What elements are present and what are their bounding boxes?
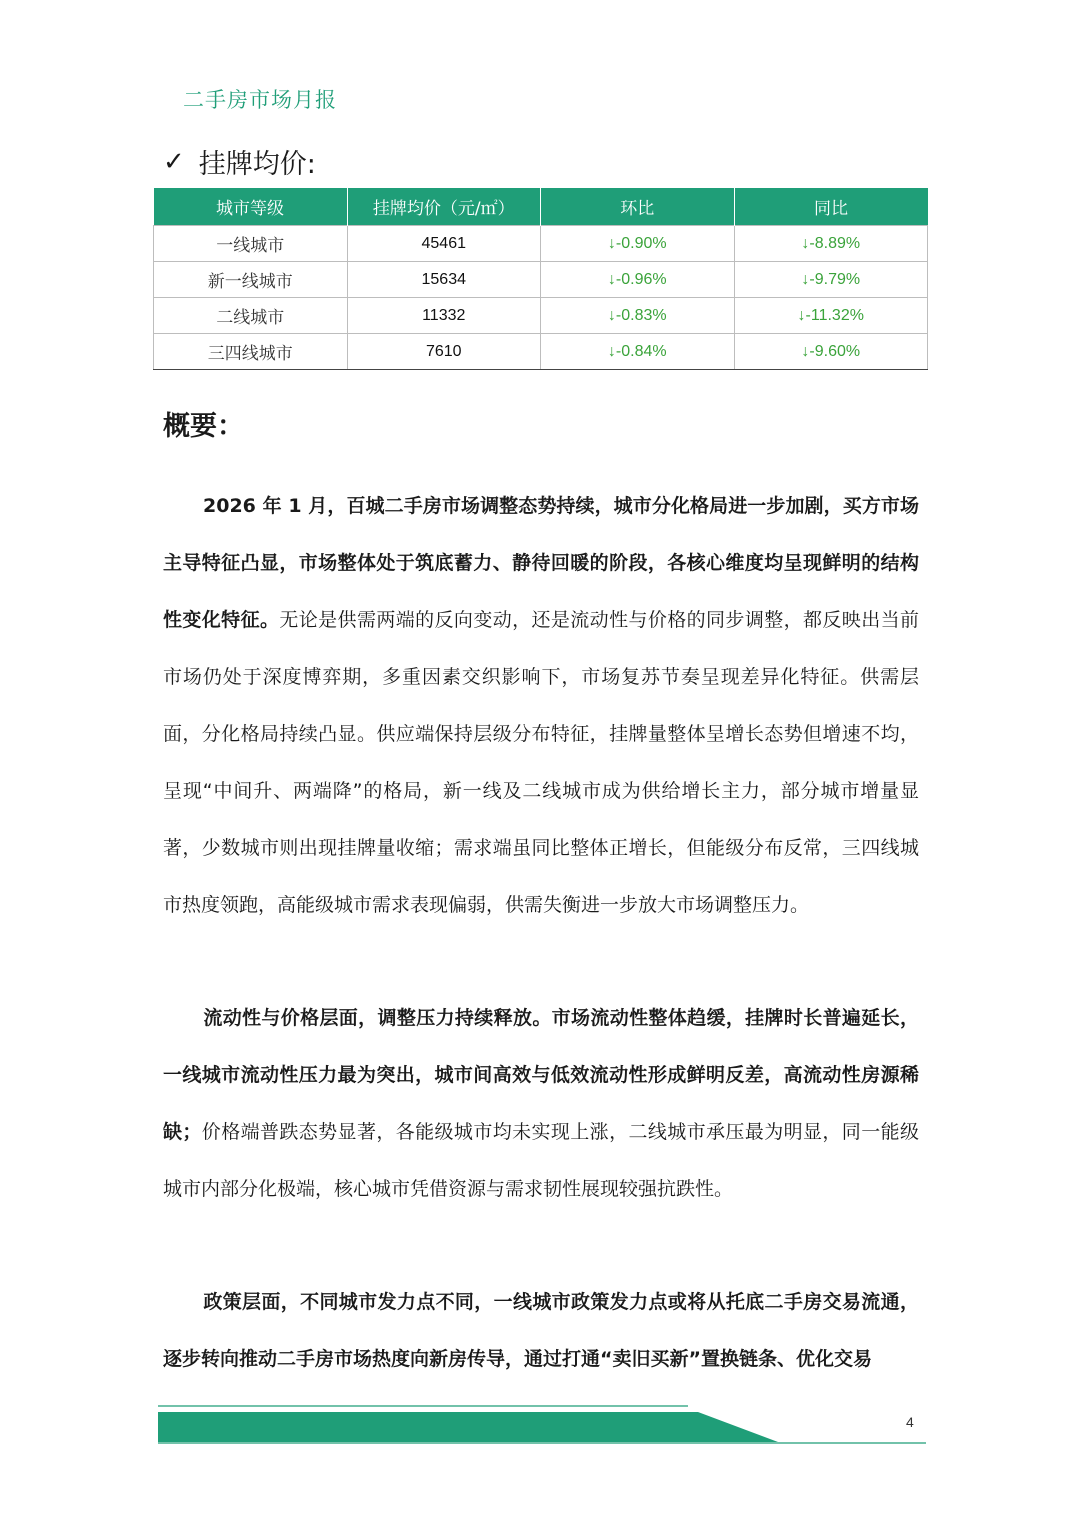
- cell-mom: ↓-0.90%: [541, 226, 735, 262]
- report-header-title: 二手房市场月报: [183, 88, 337, 112]
- cell-mom: ↓-0.96%: [541, 262, 735, 298]
- column-header-city-tier: 城市等级: [154, 188, 348, 226]
- cell-price: 7610: [347, 334, 541, 370]
- cell-mom: ↓-0.83%: [541, 298, 735, 334]
- cell-yoy: ↓-9.79%: [734, 262, 928, 298]
- cell-city: 新一线城市: [154, 262, 348, 298]
- cell-yoy: ↓-11.32%: [734, 298, 928, 334]
- table-row: [154, 298, 928, 334]
- table-header-row: [154, 188, 928, 226]
- paragraph-body: 价格端普跌态势显著，各能级城市均未实现上涨，二线城市承压最为明显，同一能级城市内部分化极端，核心城市凭借资源与需求韧性展现较强抗跌性。: [163, 1121, 919, 1200]
- paragraph-bold-lead: 流动性与价格层面，调整压力持续释放。市场流动性整体趋缓，挂牌时长普遍延长，一线城市流动性压力最为突出，城市间高效与低效流动性形成鲜明反差，高流动性房源稀缺；: [163, 1007, 919, 1143]
- summary-paragraph-market-overview: [163, 478, 919, 934]
- table-row: [154, 226, 928, 262]
- check-icon: ✓: [163, 146, 185, 177]
- table-row: [154, 262, 928, 298]
- footer-decorative-band: [158, 1404, 926, 1444]
- cell-yoy: ↓-8.89%: [734, 226, 928, 262]
- cell-city: 二线城市: [154, 298, 348, 334]
- cell-price: 11332: [347, 298, 541, 334]
- cell-price: 45461: [347, 226, 541, 262]
- cell-mom: ↓-0.84%: [541, 334, 735, 370]
- column-header-mom: 环比: [541, 188, 735, 226]
- page-number: 4: [906, 1414, 914, 1430]
- cell-yoy: ↓-9.60%: [734, 334, 928, 370]
- summary-heading: 概要：: [163, 411, 244, 442]
- cell-city: 三四线城市: [154, 334, 348, 370]
- table-row: [154, 334, 928, 370]
- cell-city: 一线城市: [154, 226, 348, 262]
- column-header-yoy: 同比: [734, 188, 928, 226]
- paragraph-bold-lead: 2026 年 1 月，百城二手房市场调整态势持续，城市分化格局进一步加剧，买方市场主导特征凸显，市场整体处于筑底蓄力、静待回暖的阶段，各核心维度均呈现鲜明的结构性变化特征。: [163, 495, 919, 631]
- section-heading-listing-price: [163, 142, 316, 181]
- paragraph-bold-lead: 政策层面，不同城市发力点不同，一线城市政策发力点或将从托底二手房交易流通，逐步转向推动二手房市场热度向新房传导，通过打通“卖旧买新”置换链条、优化交易: [163, 1291, 919, 1370]
- cell-price: 15634: [347, 262, 541, 298]
- listing-price-table: [153, 188, 928, 370]
- column-header-avg-price: 挂牌均价（元/㎡）: [347, 188, 541, 226]
- section-heading-label: 挂牌均价:: [198, 149, 316, 180]
- paragraph-body: 无论是供需两端的反向变动，还是流动性与价格的同步调整，都反映出当前市场仍处于深度博弈期，多重因素交织影响下，市场复苏节奏呈现差异化特征。供需层面，分化格局持续凸显。供应端保持层级分布特征，挂牌量整体呈增长态势但增速不均，呈现“中间升、两端降”的格局，新一线及二线城市成为供给增长主力，部分城市增量显著，少数城市则出现挂牌量收缩；需求端虽同比整体正增长，但能级分布反常，三四线城市热度领跑，高能级城市需求表现偏弱，供需失衡进一步放大市场调整压力。: [163, 609, 919, 916]
- summary-paragraph-policy: [163, 1274, 919, 1388]
- summary-paragraph-liquidity-price: [163, 990, 919, 1218]
